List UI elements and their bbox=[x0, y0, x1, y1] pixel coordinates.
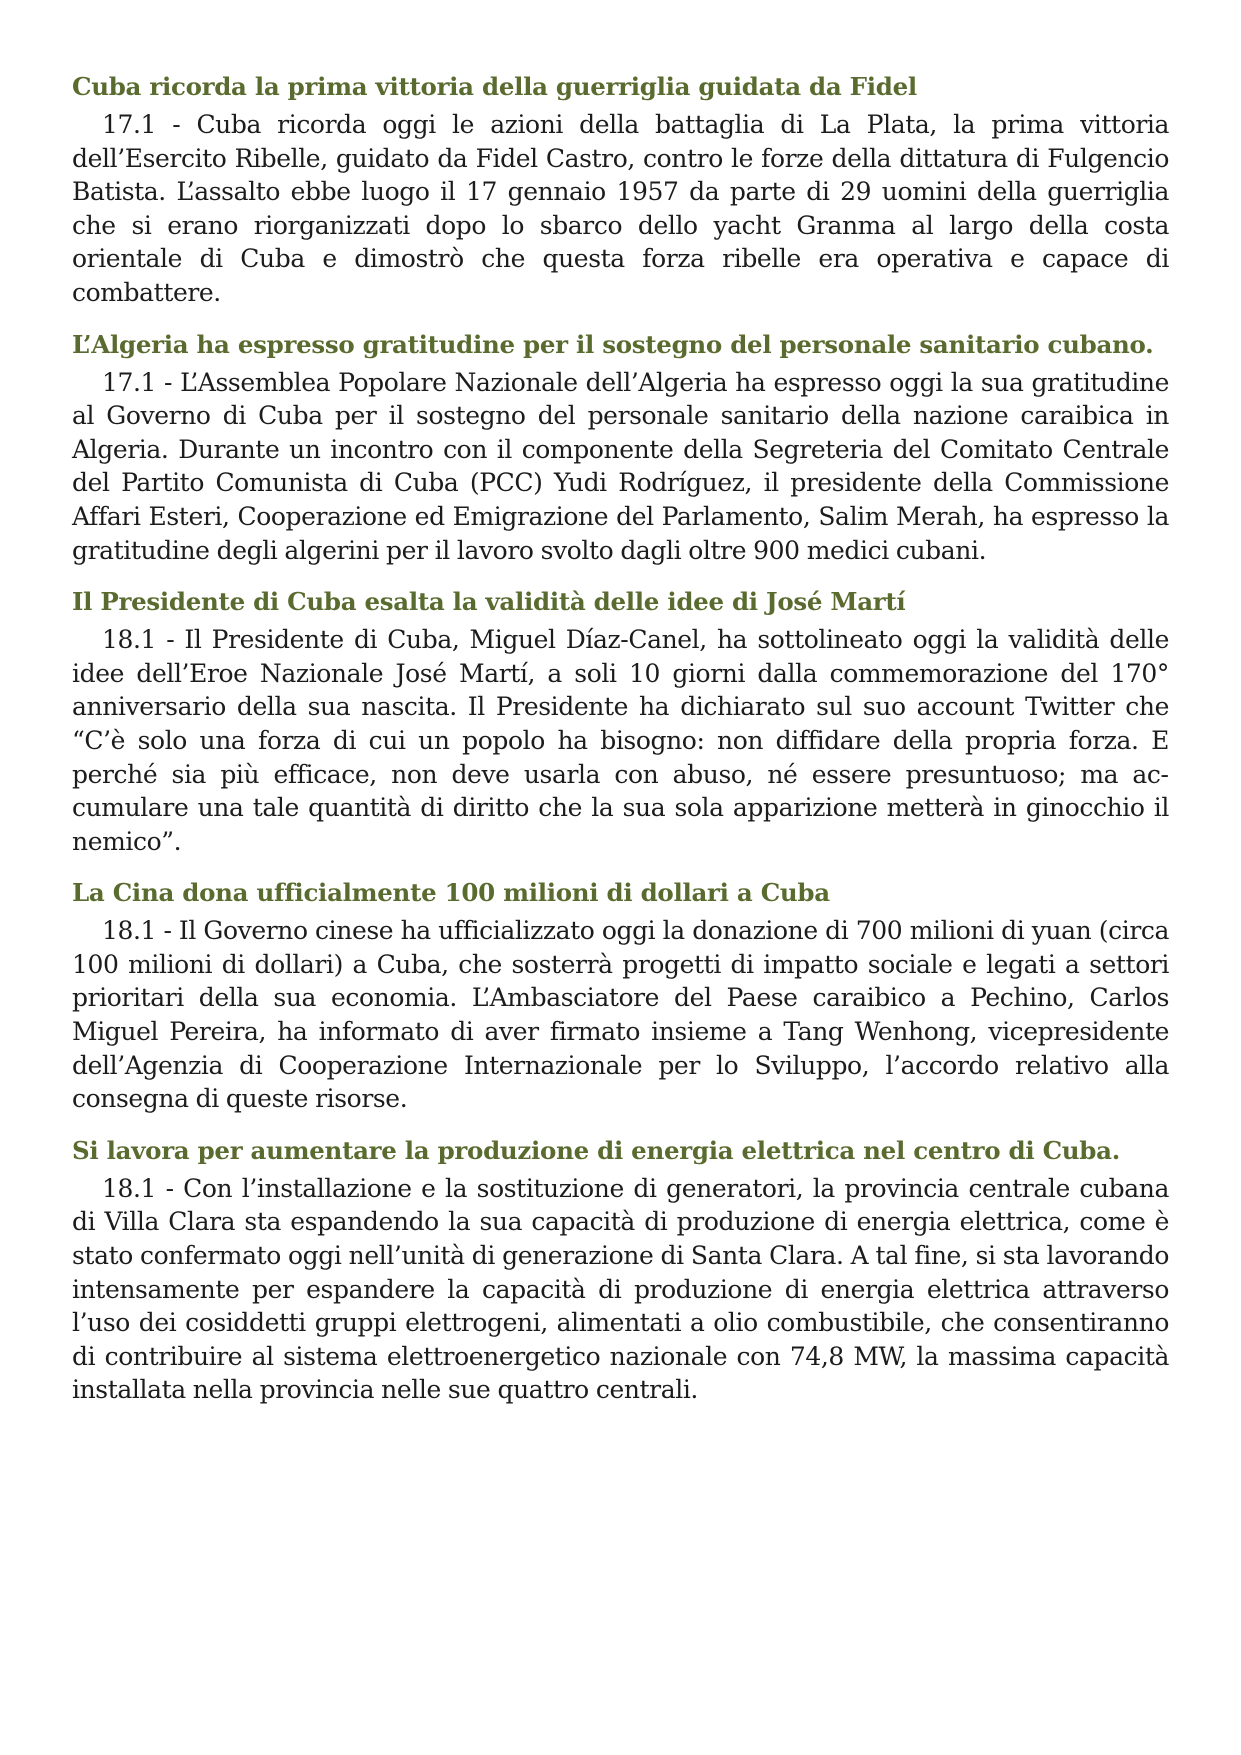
news-headline: Cuba ricorda la prima vittoria della guerriglia guidata da Fidel bbox=[72, 72, 917, 101]
news-item bbox=[72, 1134, 1169, 1407]
news-body: 18.1 - Con l’installazione e la sostituzione di generatori, la provincia centrale cubana di Villa Clara sta espandendo la sua capacità di produzione di energia elettrica, come è stato confermato oggi nell’unità di generazione di Santa Clara. A tal fine, si sta lavorando intensamente per espandere la capacità di produzione di energia elettrica attraverso l’uso dei cosiddetti gruppi elettrogeni, alimentati a olio combustibile, che consentiranno di contribuire al sistema elettroenergetico nazionale con 74,8 MW, la massima capacità installata nella provincia nelle sue quattro centrali. bbox=[72, 1173, 1169, 1405]
news-item bbox=[72, 876, 1169, 1116]
news-headline: La Cina dona ufficialmente 100 milioni di dollari a Cuba bbox=[72, 878, 830, 908]
news-body: 18.1 - Il Presidente di Cuba, Miguel Díaz-Canel, ha sottolineato oggi la validità delle idee dell’Eroe Nazionale José Martí, a soli 10 giorni dalla commemorazione del 170° anniversario della sua nascita. Il Presidente ha dichiarato sul suo account Twitter che “C’è solo una forza di cui un popolo ha bisogno: non diffidare della propria forza. E perché sia più efficace, non deve usarla con abuso, né essere presuntuoso; ma accumulare una tale quantità di diritto che la sua sola apparizione metterà in ginocchio il nemico”. bbox=[72, 625, 1169, 856]
news-headline: Il Presidente di Cuba esalta la validità delle idee di José Martí bbox=[72, 587, 906, 617]
news-body: 17.1 - Cuba ricorda oggi le azioni della battaglia di La Plata, la prima vittoria dell’Esercito Ribelle, guidato da Fidel Castro, contro le forze della dittatura di Fulgencio Batista. L’assalto ebbe luogo il 17 gennaio 1957 da parte di 29 uomini della guerriglia che si erano riorganizzati dopo lo sbarco dello yacht Granma al largo della costa orientale di Cuba e dimostrò che questa forza ribelle era operativa e capace di combattere. bbox=[72, 110, 1169, 307]
news-item bbox=[72, 585, 1169, 858]
news-headline: Si lavora per aumentare la produzione di energia elettrica nel centro di Cuba. bbox=[72, 1135, 1120, 1165]
news-headline: L’Algeria ha espresso gratitudine per il sostegno del personale sanitario cubano. bbox=[72, 329, 1154, 359]
news-item bbox=[72, 328, 1169, 568]
news-item bbox=[72, 70, 1169, 310]
news-body: 17.1 - L’Assemblea Popolare Nazionale dell’Algeria ha espresso oggi la sua gratitudine al Governo di Cuba per il sostegno del personale sanitario della nazione caraibica in Algeria. Durante un incontro con il componente della Segreteria del Comitato Centrale del Partito Comunista di Cuba (PCC) Yudi Rodríguez, il presidente della Commissione Affari Esteri, Cooperazione ed Emigrazione del Parlamento, Salim Merah, ha espresso la gratitudine degli algerini per il lavoro svolto dagli oltre 900 medici cubani. bbox=[72, 367, 1169, 565]
document-page bbox=[72, 70, 1169, 1425]
news-body: 18.1 - Il Governo cinese ha ufficializzato oggi la donazione di 700 milioni di yuan (circa 100 milioni di dollari) a Cuba, che sosterrà progetti di impatto sociale e legati a settori prioritari della sua economia. L’Ambasciatore del Paese caraibico a Pechino, Carlos Miguel Pereira, ha informato di aver firmato insieme a Tang Wenhong, vicepresidente dell’Agenzia di Cooperazione Internazionale per lo Sviluppo, l’accordo relativo alla consegna di queste risorse. bbox=[72, 916, 1169, 1114]
